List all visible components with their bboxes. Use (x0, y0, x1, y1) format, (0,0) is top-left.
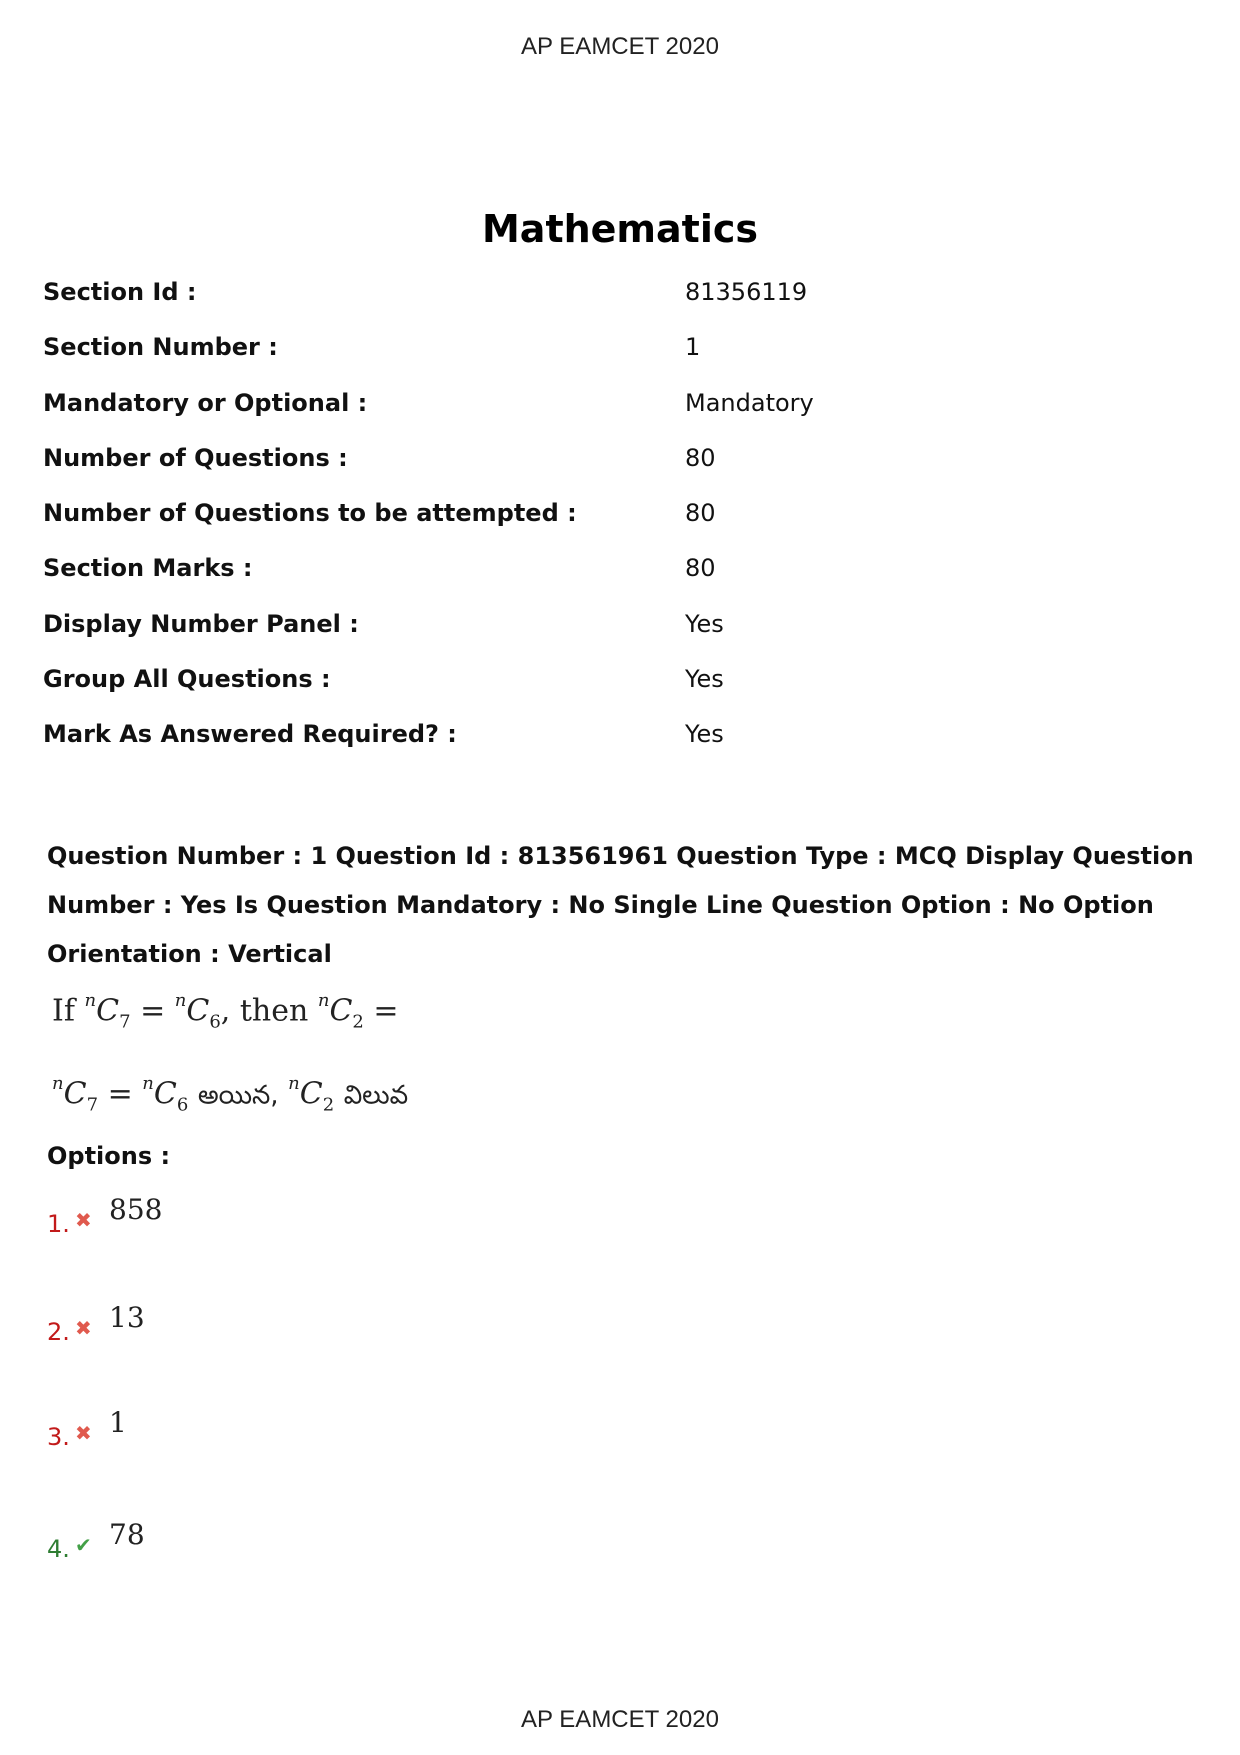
info-row-mark-as-answered (43, 720, 1193, 775)
math-superscript: n (52, 1073, 64, 1094)
info-label: Display Number Panel : (43, 609, 359, 638)
wrong-cross-icon: ✖ (75, 1208, 92, 1232)
telugu-text: అయిన, (197, 1080, 279, 1111)
math-symbol: C (186, 993, 210, 1029)
correct-check-icon: ✔ (75, 1533, 92, 1557)
option-value: 78 (109, 1518, 145, 1551)
section-title: Mathematics (481, 207, 759, 251)
math-subscript: 6 (176, 1094, 189, 1116)
info-value: Yes (685, 720, 724, 749)
info-row-mandatory (43, 389, 1193, 444)
options-label: Options : (47, 1142, 171, 1170)
math-symbol: C (63, 1076, 87, 1112)
math-subscript: 6 (209, 1011, 221, 1033)
option-1 (47, 1193, 163, 1238)
option-2 (47, 1301, 145, 1346)
option-number: 3. (47, 1423, 70, 1451)
info-label: Section Marks : (43, 554, 253, 583)
info-value: 80 (685, 443, 716, 472)
math-operator: = (373, 993, 399, 1029)
math-superscript: n (84, 990, 97, 1011)
info-label: Section Id : (43, 278, 197, 306)
option-value: 13 (109, 1301, 145, 1334)
math-symbol: C (299, 1076, 323, 1112)
question-text-english (52, 990, 399, 1033)
info-label: Group All Questions : (43, 665, 331, 694)
wrong-cross-icon: ✖ (75, 1316, 92, 1340)
info-row-group-all-questions (43, 665, 1193, 720)
telugu-text: విలువ (343, 1080, 409, 1111)
info-label: Number of Questions to be attempted : (43, 499, 577, 528)
info-value: Mandatory (685, 388, 814, 417)
math-operator: = (140, 993, 166, 1029)
info-value: Yes (685, 665, 724, 694)
info-row-questions-to-attempt (43, 499, 1193, 554)
info-row-section-marks (43, 554, 1193, 609)
info-label: Mandatory or Optional : (43, 388, 368, 417)
info-value: 81356119 (685, 278, 808, 306)
info-row-section-number (43, 333, 1193, 388)
info-row-display-number-panel (43, 610, 1193, 665)
math-subscript: 2 (322, 1094, 335, 1116)
option-value: 858 (109, 1193, 163, 1226)
info-value: Yes (685, 609, 724, 638)
info-label: Mark As Answered Required? : (43, 720, 457, 749)
question-metadata: Question Number : 1 Question Id : 813561961 Question Type : MCQ Display Question Number : Yes Is Question Mandatory : No Single Line Question Option : No Option Orientation : Vertical (47, 842, 1194, 968)
info-label: Number of Questions : (43, 443, 348, 472)
option-number: 2. (47, 1318, 70, 1346)
info-value: 80 (685, 499, 716, 528)
info-value: 1 (685, 333, 701, 362)
math-symbol: C (96, 993, 120, 1029)
info-row-number-of-questions (43, 444, 1193, 499)
math-superscript: n (142, 1073, 154, 1094)
info-value: 80 (685, 554, 716, 583)
math-subscript: 2 (352, 1011, 364, 1033)
math-symbol: C (153, 1076, 177, 1112)
section-info-table (43, 278, 1193, 776)
math-symbol: C (329, 993, 353, 1029)
question-then: , then (220, 993, 309, 1029)
math-subscript: 7 (119, 1011, 131, 1033)
math-superscript: n (174, 990, 187, 1011)
option-number: 1. (47, 1210, 70, 1238)
option-value: 1 (109, 1406, 127, 1439)
math-superscript: n (288, 1073, 300, 1094)
math-subscript: 7 (86, 1094, 99, 1116)
question-if: If (52, 993, 75, 1029)
option-3 (47, 1406, 127, 1451)
info-label: Section Number : (43, 333, 278, 362)
info-row-section-id (43, 278, 1193, 333)
math-superscript: n (317, 990, 330, 1011)
wrong-cross-icon: ✖ (75, 1421, 92, 1445)
page-header: AP EAMCET 2020 (521, 33, 719, 60)
page-footer: AP EAMCET 2020 (521, 1706, 719, 1733)
question-text-telugu (52, 1073, 408, 1116)
option-4 (47, 1518, 145, 1563)
option-number: 4. (47, 1535, 70, 1563)
math-operator: = (107, 1076, 133, 1112)
